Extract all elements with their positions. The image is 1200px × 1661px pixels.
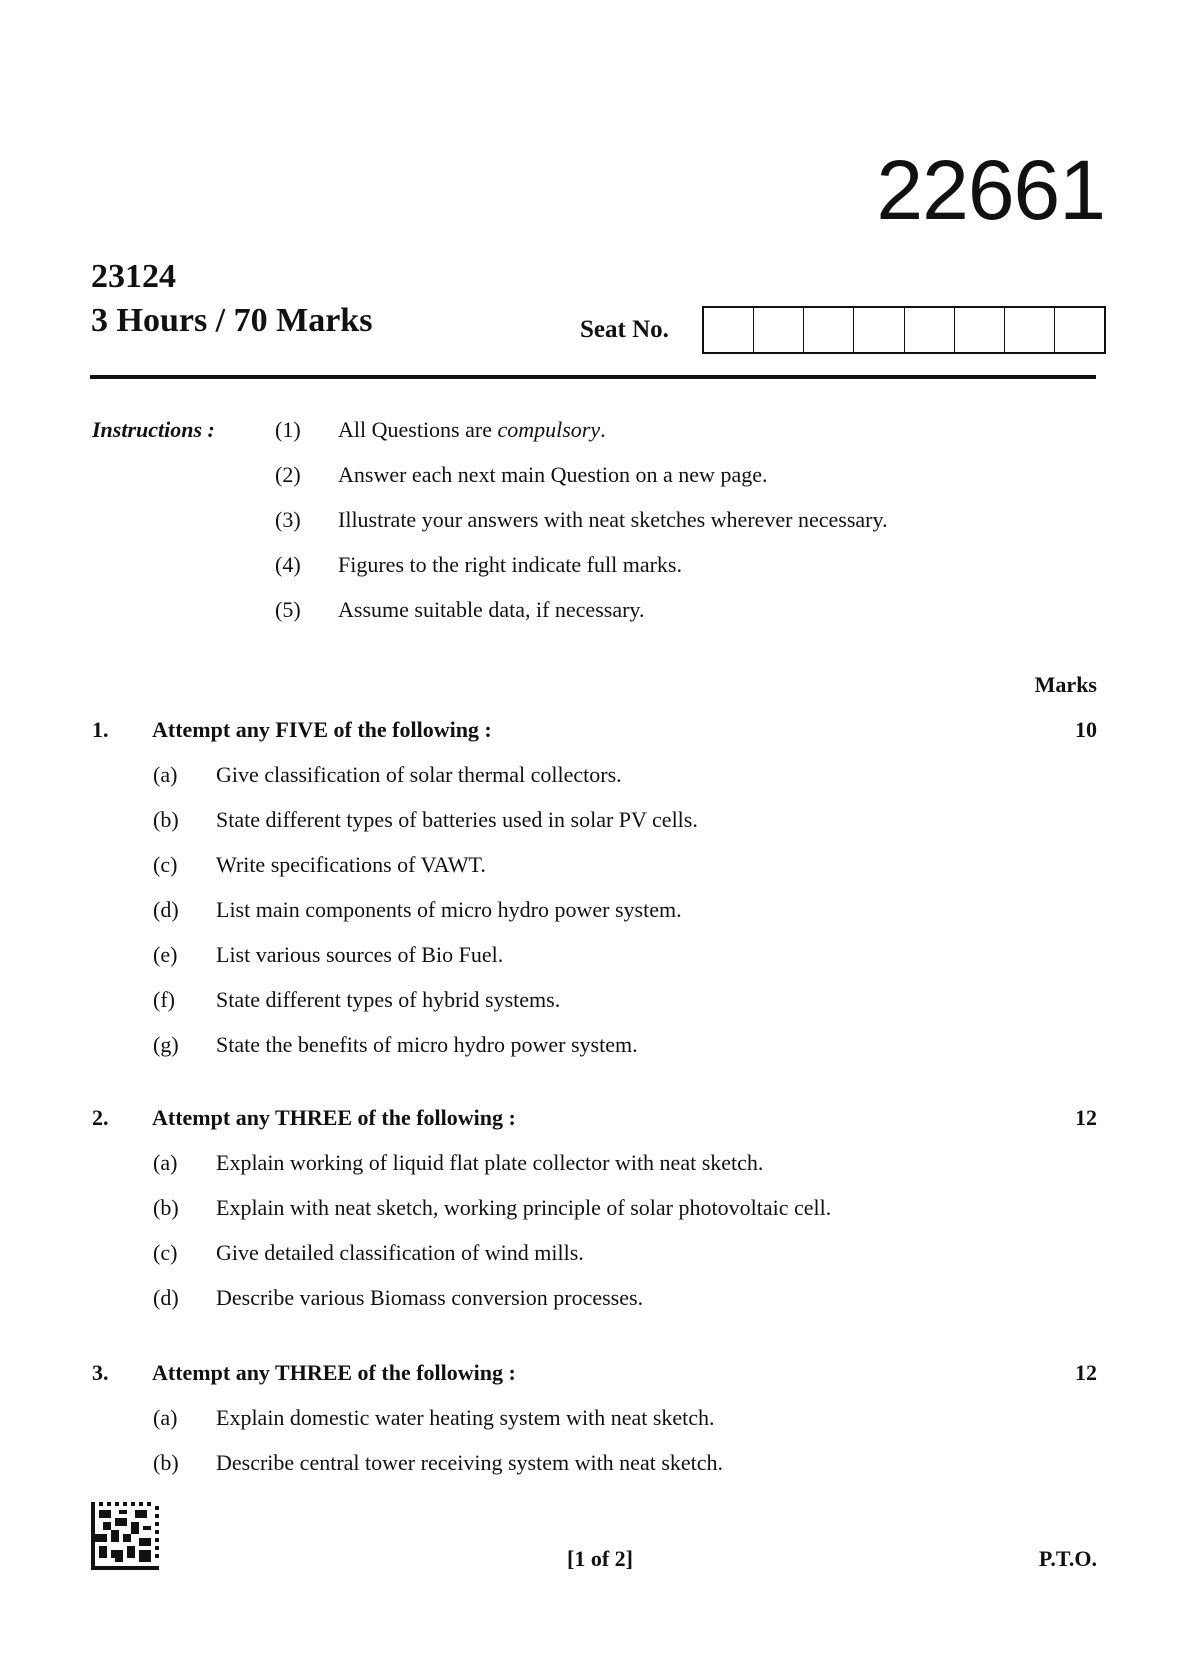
instruction-number: (5) — [275, 597, 301, 622]
sub-question-label: (b) — [153, 1195, 179, 1220]
question-marks: 12 — [1075, 1105, 1097, 1130]
sub-question-text: Write specifications of VAWT. — [216, 852, 486, 877]
instruction-text: Illustrate your answers with neat sketches wherever necessary. — [338, 507, 888, 532]
sub-question-text: State the benefits of micro hydro power system. — [216, 1032, 638, 1057]
question-title: Attempt any THREE of the following : — [152, 1360, 516, 1385]
marks-column-header: Marks — [1034, 672, 1097, 697]
question-marks: 12 — [1075, 1360, 1097, 1385]
question-title: Attempt any THREE of the following : — [152, 1105, 516, 1130]
question-marks: 10 — [1075, 717, 1097, 742]
sub-question-label: (c) — [153, 1240, 178, 1265]
question-number: 2. — [92, 1105, 109, 1130]
sub-question-label: (d) — [153, 1285, 179, 1310]
instruction-text: Figures to the right indicate full marks. — [338, 552, 682, 577]
seat-number-box[interactable] — [754, 308, 804, 352]
sub-question-text: State different types of hybrid systems. — [216, 987, 561, 1012]
question-number: 1. — [92, 717, 109, 742]
sub-question-text: Describe central tower receiving system with neat sketch. — [216, 1450, 724, 1475]
instruction-number: (4) — [275, 552, 301, 577]
sub-question-label: (d) — [153, 897, 179, 922]
instructions-label: Instructions : — [92, 417, 215, 442]
seat-number-boxes — [702, 306, 1106, 354]
sub-question-text: State different types of batteries used in solar PV cells. — [216, 807, 698, 832]
sub-question-label: (b) — [153, 807, 179, 832]
duration-marks: 3 Hours / 70 Marks — [91, 302, 373, 339]
paper-code: 22661 — [876, 143, 1105, 237]
seat-number-box[interactable] — [1005, 308, 1055, 352]
sub-question-text: Describe various Biomass conversion processes. — [216, 1285, 644, 1310]
seat-number-label: Seat No. — [580, 316, 669, 343]
page-indicator: [1 of 2] — [567, 1546, 633, 1571]
instruction-number: (3) — [275, 507, 301, 532]
seat-number-box[interactable] — [854, 308, 904, 352]
seat-number-box[interactable] — [1055, 308, 1104, 352]
sub-question-label: (e) — [153, 942, 178, 967]
sub-question-label: (a) — [153, 762, 178, 787]
sub-question-text: Explain working of liquid flat plate collector with neat sketch. — [216, 1150, 764, 1175]
sub-question-label: (a) — [153, 1150, 178, 1175]
data-matrix-code-icon — [91, 1502, 159, 1570]
sub-question-text: List main components of micro hydro power system. — [216, 897, 682, 922]
sub-question-text: Give classification of solar thermal collectors. — [216, 762, 622, 787]
instruction-text: All Questions are compulsory. — [338, 417, 606, 442]
sub-question-label: (f) — [153, 987, 175, 1012]
instruction-number: (1) — [275, 417, 301, 442]
question-number: 3. — [92, 1360, 109, 1385]
sub-question-label: (a) — [153, 1405, 178, 1430]
sub-question-text: Explain with neat sketch, working principle of solar photovoltaic cell. — [216, 1195, 832, 1220]
instruction-text: Answer each next main Question on a new page. — [338, 462, 768, 487]
sub-question-label: (g) — [153, 1032, 179, 1057]
sub-question-label: (b) — [153, 1450, 179, 1475]
instruction-text: Assume suitable data, if necessary. — [338, 597, 645, 622]
exam-code: 23124 — [91, 258, 176, 295]
seat-number-box[interactable] — [804, 308, 854, 352]
sub-question-label: (c) — [153, 852, 178, 877]
seat-number-box[interactable] — [905, 308, 955, 352]
header-divider — [90, 375, 1096, 379]
seat-number-box[interactable] — [704, 308, 754, 352]
sub-question-text: List various sources of Bio Fuel. — [216, 942, 504, 967]
seat-number-box[interactable] — [955, 308, 1005, 352]
pto-label: P.T.O. — [1038, 1546, 1097, 1571]
sub-question-text: Give detailed classification of wind mills. — [216, 1240, 584, 1265]
sub-question-text: Explain domestic water heating system with neat sketch. — [216, 1405, 715, 1430]
instruction-number: (2) — [275, 462, 301, 487]
question-title: Attempt any FIVE of the following : — [152, 717, 492, 742]
